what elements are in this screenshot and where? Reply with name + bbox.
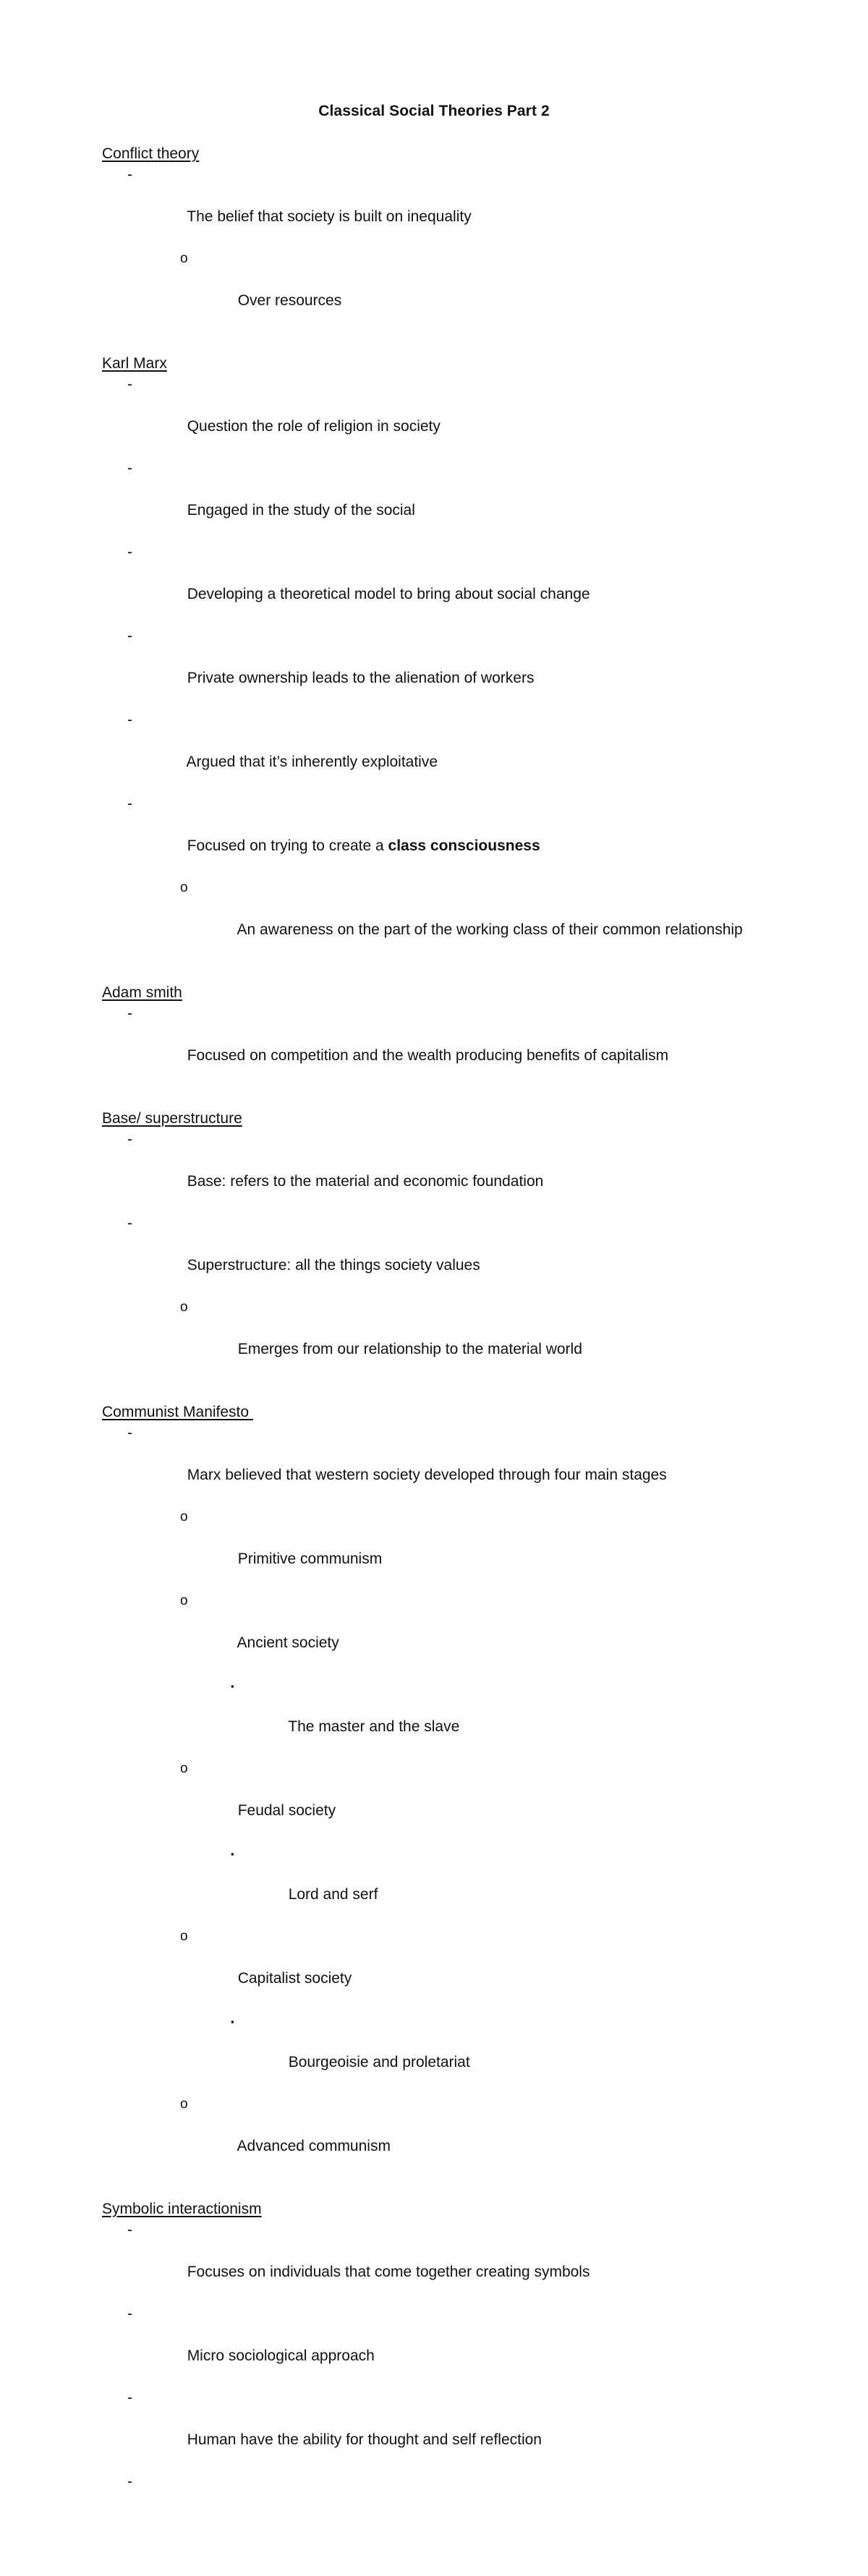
list-item [102, 877, 825, 961]
dash-bullet-icon: - [127, 628, 132, 644]
list-item-text: Primitive communism [237, 1551, 383, 1567]
list-item [102, 1003, 825, 1087]
list-item [102, 1506, 825, 1590]
section-adam-smith [102, 982, 825, 1087]
list-item-text: Question the role of religion in society [187, 418, 441, 435]
page-title: Classical Social Theories Part 2 [318, 103, 550, 119]
dash-bullet-icon: - [127, 712, 132, 728]
dash-bullet-icon: - [127, 460, 132, 477]
list-item [102, 2303, 825, 2387]
list-item-text: Private ownership leads to the alienation of workers [187, 670, 535, 686]
list-item [102, 1213, 825, 1297]
list-item [102, 1129, 825, 1213]
list-item-text: An awareness on the part of the working class of their common relationship [237, 921, 743, 938]
dash-bullet-icon: - [127, 2222, 132, 2238]
list-item [102, 2094, 825, 2178]
list-item-text: Argued that it’s inherently exploitative [186, 754, 438, 770]
dash-bullet-icon: - [127, 1425, 132, 1441]
list-item-text: The master and the slave [288, 1718, 460, 1735]
list-item-text: Marx believed that western society developed through four main stages [187, 1467, 667, 1483]
list-item [102, 1590, 825, 1674]
section-heading: Symbolic interactionism [102, 2201, 262, 2217]
dash-bullet-icon: - [127, 376, 132, 393]
square-bullet-icon: ▪ [231, 2016, 234, 2027]
dash-bullet-icon: - [127, 544, 132, 560]
list-item [102, 1758, 825, 1842]
list-item-text: Capitalist society [237, 1970, 352, 1987]
dash-bullet-icon: - [127, 796, 132, 812]
circle-bullet-icon: o [180, 1509, 188, 1524]
list-item [102, 2219, 825, 2303]
list-item [102, 164, 825, 248]
dash-bullet-icon: - [127, 1131, 132, 1148]
dash-bullet-icon: - [127, 2473, 132, 2490]
section-heading: Karl Marx [102, 355, 167, 372]
list-item-text: Developing a theoretical model to bring about social change [187, 586, 590, 602]
list-item-text: Focused on trying to create a [187, 837, 388, 854]
list-item [102, 458, 825, 542]
list-item [102, 709, 825, 793]
dash-bullet-icon: - [127, 1215, 132, 1232]
list-item-text: Feudal society [237, 1802, 336, 1819]
section-heading: Base/ superstructure [102, 1110, 242, 1127]
list-item [102, 1297, 825, 1381]
list-item-text: Engaged in the study of the social [187, 502, 415, 519]
list-item [102, 2010, 825, 2094]
circle-bullet-icon: o [180, 1300, 188, 1315]
section-heading: Communist Manifesto [102, 1404, 253, 1420]
circle-bullet-icon: o [180, 1761, 188, 1776]
list-item [102, 374, 825, 458]
section-conflict-theory [102, 143, 825, 332]
dash-bullet-icon: - [127, 2306, 132, 2322]
dash-bullet-icon: - [127, 166, 132, 183]
list-item-text: Human have the ability for thought and self reflection [187, 2431, 542, 2448]
list-item-text: Bourgeoisie and proletariat [288, 2054, 470, 2070]
section-karl-marx [102, 353, 825, 961]
dash-bullet-icon: - [127, 2389, 132, 2406]
list-item-text: Ancient society [237, 1634, 339, 1651]
list-item [102, 1423, 825, 1506]
list-item [102, 542, 825, 626]
square-bullet-icon: ▪ [231, 1848, 234, 1859]
list-item [102, 2471, 825, 2555]
list-item-text: Lord and serf [288, 1886, 378, 1903]
section-symbolic-interactionism [102, 2198, 825, 2555]
list-item-text: Focused on competition and the wealth producing benefits of capitalism [187, 1047, 669, 1064]
bold-term: class consciousness [388, 837, 540, 854]
list-item-text: Emerges from our relationship to the material world [237, 1341, 582, 1357]
list-item-text: Over resources [237, 292, 342, 309]
list-item [102, 626, 825, 709]
section-communist-manifesto [102, 1402, 825, 2178]
list-item [102, 1926, 825, 2010]
list-item [102, 793, 825, 877]
list-item [102, 1842, 825, 1926]
circle-bullet-icon: o [180, 1929, 188, 1944]
list-item [102, 2387, 825, 2471]
section-heading: Adam smith [102, 984, 182, 1001]
list-item [102, 248, 825, 332]
circle-bullet-icon: o [180, 2097, 188, 2112]
list-item-text: Focuses on individuals that come together creating symbols [187, 2264, 590, 2280]
list-item-text: Base: refers to the material and economic foundation [187, 1173, 544, 1190]
circle-bullet-icon: o [180, 251, 188, 266]
circle-bullet-icon: o [180, 880, 188, 895]
document-body [102, 143, 825, 2576]
circle-bullet-icon: o [180, 1593, 188, 1608]
section-base-superstructure [102, 1108, 825, 1381]
list-item-text: Micro sociological approach [187, 2347, 375, 2364]
section-heading: Conflict theory [102, 145, 200, 162]
dash-bullet-icon: - [127, 1005, 132, 1022]
square-bullet-icon: ▪ [231, 1681, 234, 1692]
list-item-text: Superstructure: all the things society values [187, 1257, 480, 1274]
list-item-text: The belief that society is built on inequality [187, 208, 472, 225]
list-item-text: Advanced communism [237, 2138, 391, 2154]
list-item [102, 1674, 825, 1758]
